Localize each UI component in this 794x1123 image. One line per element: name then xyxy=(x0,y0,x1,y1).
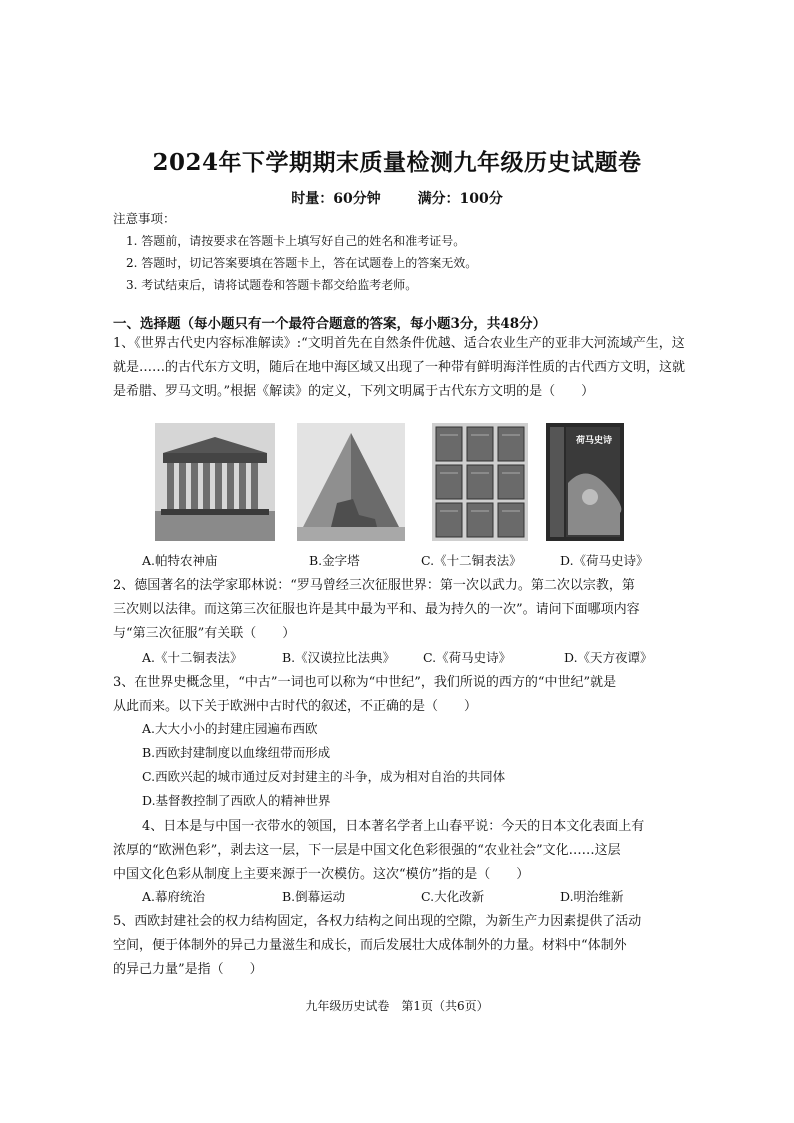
note-item: 3. 考试结束后，请将试题卷和答题卡都交给监考老师。 xyxy=(126,278,418,292)
q1-option-c: C.《十二铜表法》 xyxy=(421,553,522,568)
section-heading: 一、选择题（每小题只有一个最符合题意的答案，每小题3分，共48分） xyxy=(113,316,547,332)
q3-option-a: A.大大小小的封建庄园遍布西欧 xyxy=(142,721,318,736)
q2-option-d: D.《天方夜谭》 xyxy=(564,650,653,665)
q3-option-c: C.西欧兴起的城市通过反对封建主的斗争，成为相对自治的共同体 xyxy=(142,769,506,784)
q3-option-d: D.基督教控制了西欧人的精神世界 xyxy=(142,793,331,808)
exam-score: 满分：100分 xyxy=(417,191,503,207)
note-item: 1. 答题前，请按要求在答题卡上填写好自己的姓名和准考证号。 xyxy=(126,234,466,248)
question-1-text: 1、《世界古代史内容标准解读》:“文明首先在自然条件优越、适合农业生产的亚非大河流域产生，这就是……的古代东方文明，随后在地中海区域又出现了一种带有鲜明海洋性质的古代西方文明，这就是希腊、罗马文明。”根据《解读》的定义，下列文明属于古代东方文明的是（ ） xyxy=(113,336,686,399)
q4-line: 浓厚的“欧洲色彩”，剥去这一层，下一层是中国文化色彩很强的“农业社会”文化……这层 xyxy=(113,843,621,858)
q5-line: 5、西欧封建社会的权力结构固定，各权力结构之间出现的空隙，为新生产力因素提供了活动 xyxy=(113,914,642,929)
q2-option-a: A.《十二铜表法》 xyxy=(142,650,243,665)
q4-line: 中国文化色彩从制度上主要来源于一次模仿。这次“模仿”指的是（ ） xyxy=(113,867,530,882)
q5-line: 的异己力量”是指（ ） xyxy=(113,962,263,977)
twelve-tables-image xyxy=(432,423,528,541)
pyramid-image xyxy=(297,423,405,541)
q1-option-d: D.《荷马史诗》 xyxy=(560,553,649,568)
q1-option-a: A.帕特农神庙 xyxy=(142,553,218,568)
homer-epic-book-image xyxy=(546,423,624,541)
q4-option-d: D.明治维新 xyxy=(560,889,624,904)
notes-heading: 注意事项： xyxy=(113,211,176,226)
q5-line: 空间，便于体制外的异己力量滋生和成长，而后发展壮大成体制外的力量。材料中“体制外 xyxy=(113,938,627,953)
q4-line: 4、日本是与中国一衣带水的领国，日本著名学者上山春平说：今天的日本文化表面上有 xyxy=(142,819,645,834)
q3-option-b: B.西欧封建制度以血缘纽带而形成 xyxy=(142,745,331,760)
note-item: 2. 答题时，切记答案要填在答题卡上，答在试题卷上的答案无效。 xyxy=(126,256,478,270)
exam-time: 时量：60分钟 xyxy=(291,191,381,207)
q3-line: 从此而来。以下关于欧洲中古时代的叙述，不正确的是（ ） xyxy=(113,699,478,714)
q1-option-b: B.金字塔 xyxy=(309,553,360,568)
parthenon-image xyxy=(155,423,275,541)
q4-option-b: B.倒幕运动 xyxy=(282,889,346,904)
q4-option-a: A.幕府统治 xyxy=(142,889,206,904)
page-footer: 九年级历史试卷 第1页（共6页） xyxy=(305,999,489,1013)
q2-line: 三次则以法律。而这第三次征服也许是其中最为平和、最为持久的一次”。请问下面哪项内容 xyxy=(113,602,640,617)
exam-meta xyxy=(0,188,794,208)
q2-line: 2、德国著名的法学家耶林说：“罗马曾经三次征服世界：第一次以武力。第二次以宗教，第 xyxy=(113,578,635,593)
exam-title: 2024年下学期期末质量检测九年级历史试题卷 xyxy=(152,149,642,176)
book-title: 荷马史诗 xyxy=(575,436,612,446)
q3-line: 3、在世界史概念里，“中古”一词也可以称为“中世纪”，我们所说的西方的“中世纪”就是 xyxy=(113,675,617,690)
q2-option-c: C.《荷马史诗》 xyxy=(423,650,512,665)
q2-line: 与“第三次征服”有关联（ ） xyxy=(113,626,296,641)
q4-option-c: C.大化改新 xyxy=(421,889,485,904)
q2-option-b: B.《汉谟拉比法典》 xyxy=(282,650,396,665)
